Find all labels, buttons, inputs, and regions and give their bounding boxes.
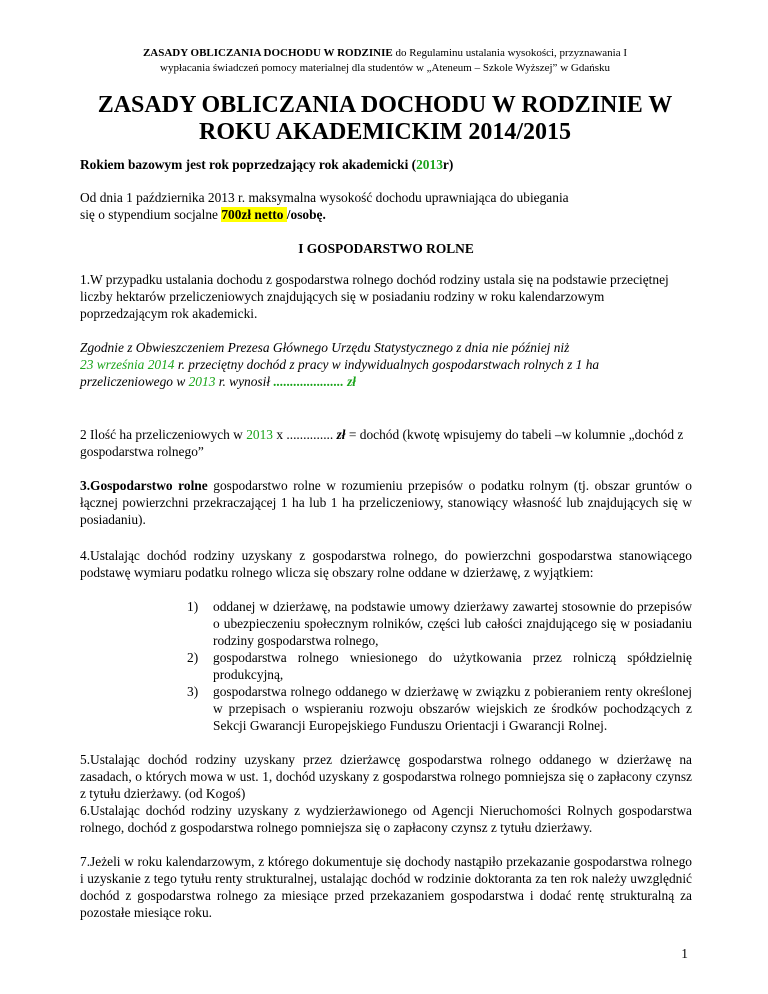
p2-text-b: x .............. bbox=[272, 427, 337, 442]
paragraph-5: 5.Ustalając dochód rodziny uzyskany przez dzierżawcę gospodarstwa rolnego oddanego w dzierżawę na zasadach, o których mowa w ust. 1, dochód uzyskany z gospodarstwa rolnego pomniejsza się o zapłacony czynsz z tytułu dzierżawy. (od Kogoś) bbox=[80, 752, 692, 801]
income-limit-per-person: /osobę. bbox=[286, 207, 326, 222]
income-limit-line1: Od dnia 1 października 2013 r. maksymalna wysokość dochodu uprawniająca do ubiegania bbox=[80, 190, 569, 205]
section-heading-farm: I GOSPODARSTWO ROLNE bbox=[298, 241, 474, 256]
income-limit-paragraph bbox=[80, 189, 692, 223]
header-line1-rest: do Regulaminu ustalania wysokości, przyznawania I bbox=[392, 47, 628, 59]
gus-text-c: r. wynosił bbox=[215, 374, 274, 389]
paragraph-3 bbox=[80, 477, 692, 528]
gus-year: 2013 bbox=[188, 374, 216, 389]
page-number: 1 bbox=[681, 946, 688, 961]
header-line2: wypłacania świadczeń pomocy materialnej dla studentów w „Ateneum – Szkole Wyższej” w Gdańsku bbox=[160, 62, 610, 74]
list-item-text: gospodarstwa rolnego oddanego w dzierżawę w związku z pobieraniem renty określonej w przepisach o wspieraniu rozwoju obszarów wiejskich ze środków pochodzących z Sekcji Gwarancji Europejskiego Funduszu Orientacji i Gwarancji Rolnej. bbox=[213, 684, 692, 733]
base-year-value: 2013 bbox=[416, 157, 443, 172]
p2-text-c: = dochód (kwotę wpisujemy do tabeli –w kolumnie „dochód z gospodarstwa rolnego” bbox=[80, 427, 684, 459]
list-item-number: 1) bbox=[187, 599, 199, 614]
p2-year: 2013 bbox=[246, 427, 273, 442]
gus-date: 23 września 2014 bbox=[80, 357, 175, 372]
paragraph-7: 7.Jeżeli w roku kalendarzowym, z którego dokumentuje się dochody nastąpiło przekazanie gospodarstwa rolnego i uzyskanie z tego tytułu renty strukturalnej, ustalając dochód w rodzinie doktoranta za ten rok należy uwzględnić dochód z gospodarstwa rolnego za miesiące przed przekazaniem gospodarstwa i dodać rentę strukturalną za pozostałe miesiące roku. bbox=[80, 854, 692, 920]
gus-amount-placeholder: ..................... zł bbox=[273, 374, 357, 389]
p3-definition: gospodarstwo rolne w rozumieniu przepisów o podatku rolnym (tj. obszar gruntów o łącznej powierzchni przekraczającej 1 ha lub 1 ha przeliczeniowy, stanowiący własność lub znajdujących się w posiadaniu). bbox=[80, 478, 692, 527]
list-item bbox=[187, 649, 692, 683]
gus-text-a: Zgodnie z Obwieszczeniem Prezesa Głównego Urzędu Statystycznego z dnia nie później niż bbox=[80, 340, 570, 355]
title-line2: ROKU AKADEMICKIM 2014/2015 bbox=[199, 119, 571, 145]
list-item-number: 3) bbox=[187, 684, 199, 699]
p2-currency: zł bbox=[336, 427, 346, 442]
paragraph-2 bbox=[80, 426, 692, 460]
p2-text-a: 2 Ilość ha przeliczeniowych w bbox=[80, 427, 247, 442]
paragraph-6: 6.Ustalając dochód rodziny uzyskany z wydzierżawionego od Agencji Nieruchomości Rolnych gospodarstwa rolnego, dochód z gospodarstwa rolnego pomniejsza się o zapłacony czynsz z tytułu dzierżawy. bbox=[80, 803, 692, 835]
title-line1: ZASADY OBLICZANIA DOCHODU W RODZINIE W bbox=[97, 92, 673, 118]
list-item-text: oddanej w dzierżawę, na podstawie umowy dzierżawy zawartej stosownie do przepisów o ubezpieczeniu społecznym rolników, części lub całości znajdującego się w posiadaniu rodziny gospodarstwa rolnego, bbox=[213, 599, 692, 648]
gus-paragraph bbox=[80, 339, 692, 390]
p3-term: 3.Gospodarstwo rolne bbox=[80, 478, 208, 493]
base-year-text: Rokiem bazowym jest rok poprzedzający rok akademicki ( bbox=[80, 157, 417, 172]
paragraph-1: 1.W przypadku ustalania dochodu z gospodarstwa rolnego dochód rodziny ustala się na podstawie przeciętnej liczby hektarów przeliczeniowych znajdujących się w posiadaniu rodziny w roku kalendarzowym poprzedzającym rok akademicki. bbox=[80, 272, 669, 321]
running-header bbox=[80, 46, 690, 76]
income-limit-line2-pre: się o stypendium socjalne bbox=[80, 207, 222, 222]
list-item bbox=[187, 683, 692, 734]
base-year-suffix: r) bbox=[442, 157, 454, 172]
paragraph-4: 4.Ustalając dochód rodziny uzyskany z gospodarstwa rolnego, do powierzchni gospodarstwa stanowiącego podstawę wymiaru podatku rolnego wlicza się obszary rolne oddane w dzierżawę, z wyjątkiem: bbox=[80, 548, 692, 580]
page-title bbox=[70, 92, 700, 146]
income-limit-amount: 700zł netto bbox=[221, 207, 287, 222]
header-bold-title: ZASADY OBLICZANIA DOCHODU W RODZINIE bbox=[142, 47, 393, 59]
list-item bbox=[187, 598, 692, 649]
gus-text-b: r. przeciętny dochód z pracy w indywidualnych gospodarstwach rolnych z 1 ha przeliczeniowego w bbox=[80, 357, 600, 389]
list-item-number: 2) bbox=[187, 650, 199, 665]
base-year-paragraph bbox=[80, 156, 692, 173]
list-item-text: gospodarstwa rolnego wniesionego do użytkowania przez rolniczą spółdzielnię produkcyjną, bbox=[213, 650, 692, 682]
